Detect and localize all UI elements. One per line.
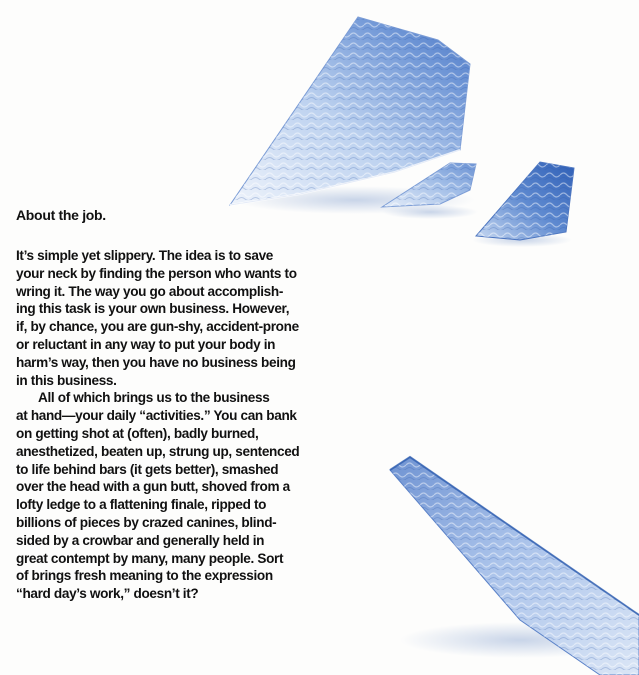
paragraph-2-line: of brings fresh meaning to the expression xyxy=(16,568,273,584)
paragraph-2-line: at hand—your daily “activities.” You can bank xyxy=(16,408,297,424)
paragraph-2-line: on getting shot at (often), badly burned, xyxy=(16,425,259,441)
paragraph-1-line: if, by chance, you are gun-shy, accident-prone xyxy=(16,319,299,335)
paragraph-1-line: or reluctant in any way to put your body in xyxy=(16,336,276,352)
paragraph-2-line: sided by a crowbar and generally held in xyxy=(16,532,265,548)
paragraph-1-line: ing this task is your own business. However, xyxy=(16,301,290,317)
paragraph-2-line: “hard day’s work,” doesn’t it? xyxy=(16,586,199,602)
paragraph-1-line: wring it. The way you go about accomplish- xyxy=(16,283,284,299)
paragraph-2-line: anesthetized, beaten up, strung up, sentenced xyxy=(16,443,300,459)
section-heading: About the job. xyxy=(16,207,106,223)
paragraph-1-line: your neck by finding the person who wants to xyxy=(16,265,297,281)
paragraph-2-line: over the head with a gun butt, shoved from a xyxy=(16,479,290,495)
paragraph-2-line: to life behind bars (it gets better), smashed xyxy=(16,461,279,477)
body-copy xyxy=(16,247,316,603)
glass-shard-long xyxy=(390,457,639,675)
paragraph-2-line: All of which brings us to the business xyxy=(38,390,270,406)
paragraph-2-line: billions of pieces by crazed canines, blind- xyxy=(16,514,277,530)
paragraph-2-line: lofty ledge to a flattening finale, ripped to xyxy=(16,497,267,513)
paragraph-2-line: great contempt by many, many people. Sort xyxy=(16,550,284,566)
paragraph-1-line: in this business. xyxy=(16,372,117,388)
paragraph-1-line: harm’s way, then you have no business being xyxy=(16,354,296,370)
glass-shard-medium xyxy=(472,162,574,247)
paragraph-1-line: It’s simple yet slippery. The idea is to save xyxy=(16,248,273,263)
